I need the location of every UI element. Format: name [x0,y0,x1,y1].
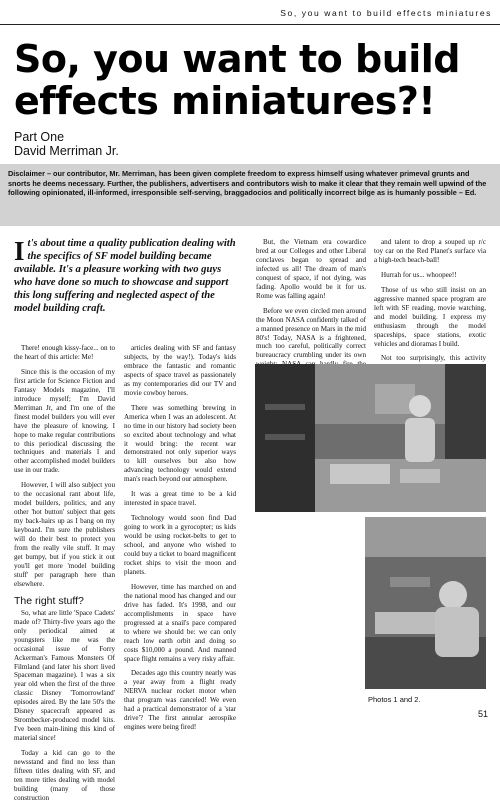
page-number: 51 [477,709,488,719]
photo-1-illustration [255,364,486,512]
body-paragraph: and talent to drop a souped up r/c toy car on the Red Planet's surface via a high-tech beach-ball! [374,238,486,264]
column-2 [124,344,236,738]
body-paragraph: articles dealing with SF and fantasy subjects, by the way!). Today's kids embrace the fantastic and romantic aspects of space travel as passionately as my contemporaries did our TV and movie cowboy heroes. [124,344,236,397]
article-title: So, you want to build effects miniatures?! [14,37,461,123]
disclaimer-box: Disclaimer – our contributor, Mr. Merriman, has been given complete freedom to express himself using whatever primeval grunts and snorts he deems necessary. Further, the publishers, advertisers and contributors wish to make it clear that they remain well upwind of the following opinionated, ill-informed, irresponsible self-serving, braggadocios and politically incorrect bilge as is humanly possible – Ed. [0,164,500,226]
body-paragraph: Today a kid can go to the newsstand and find no less than fifteen titles dealing with SF, and ten more titles dealing with model building (many of those construction [14,749,115,802]
body-paragraph: Since this is the occasion of my first article for Science Fiction and Fantasy Models magazine, I'll introduce myself; I'm David Merriman Jr, and I'm one of the finest model builders you will ever have the pleasure of knowing. I hope to make regular contributions to this periodical discussing the techniques and materials I and other accomplished model builders use in our trade. [14,367,115,475]
running-head-text: So, you want to build effects miniatures [280,8,492,18]
photo-caption: Photos 1 and 2. [368,695,421,704]
body-paragraph: However, time has marched on and the national mood has changed and our drive has faded. It's 1998, and our accomplishments in space have progressed at a snail's pace compared to where we should be: we can only reach low earth orbit and doing so costs $10,000 a pound. And manned space flight remains a very risky affair. [124,582,236,663]
photo-2-illustration [365,517,486,689]
body-paragraph: However, I will also subject you to the occasional rant about life, model builders, politics, and any other 'hot button' subject that gets my back-hairs up as I bang on my keyboard. I'm sure the publishers will do their best to protect you from the really vile stuff. It may get bumpy, but if you stick it out you'll get more 'model building stuff' per paragraph here than elsewhere. [14,481,115,588]
body-paragraph: It was a great time to be a kid interested in space travel. [124,490,236,508]
section-heading: The right stuff? [14,594,84,607]
body-paragraph: Technology would soon find Dad going to work in a gyrocopter; us kids would be using rocket-belts to get to school, and anyone who wished to could buy a ticket to board magnificent rocket ships to visit the moon and planets. [124,514,236,576]
body-paragraph: Decades ago this country nearly was a year away from a flight ready NERVA nuclear rocket motor when that program was canceled! We even had a practical demonstrator of a 'star drive'? The first annular aerospike engines were being fired! [124,669,236,732]
intro-paragraph [14,238,242,315]
photo-1-workshop [255,364,486,512]
body-paragraph: Hurrah for us... whoopee!! [381,270,457,279]
body-paragraph: Not too surprisingly, this activity [381,354,486,363]
body-paragraph: But, the Vietnam era cowardice bred at our Colleges and other Liberal conclaves began to spread and infected us all! The dream of man's conquest of space, if not dying, was fading. Apollo would be it for us. Rome was falling again! [256,238,366,300]
body-paragraph: There! enough kissy-face... on to the heart of this article: Me! [14,344,115,361]
body-paragraph: So, what are little 'Space Cadets' made of? Thirty-five years ago the only periodical aimed at youngsters like me was the occasional issue of Forry Ackerman's Famous Monsters Of Filmland (and later his short lived Spaceman magazine). I was a six year old when the first of the three classic Disney 'Tomorrowland' episodes aired. By the late 50's the Disney spacecraft appeared as Strombecker-produced model kits. I've been main-lining this kind of material since! [14,608,115,743]
running-head [0,0,500,25]
drop-cap: I [14,236,25,266]
body-paragraph: There was something brewing in America when I was an adolescent. At no time in our history had society been so excited about technology and what it would bring: the recent war demonstrated not only superior ways to kill ourselves but also how advancing technology would extend man's reach beyond our atmosphere. [124,403,236,484]
column-1 [14,344,115,809]
body-paragraph: Before we even circled men around the Moon NASA confidently talked of a manned presence on Mars in the mid 80's! Today, NASA is a frightened, much too careful, politically correct bureaucracy crumbling under its own [256,306,366,360]
photo-2-model-building [365,517,486,689]
body-paragraph: Those of us who still insist on an aggressive manned space program are left with SF reading, movie watching, and model building. I express my enthusiasm through the model spaceships, space stations, exotic vehicles and dioramas I build. [374,285,486,348]
article-part: Part One [14,130,65,144]
article-author: David Merriman Jr. [14,144,119,158]
intro-text: t's about time a quality publication dealing with the specifics of SF model building became available. It's a pleasure working with two guys who have done so much to showcase and support this long suffering and neglected aspect of the model building craft. [14,238,236,314]
